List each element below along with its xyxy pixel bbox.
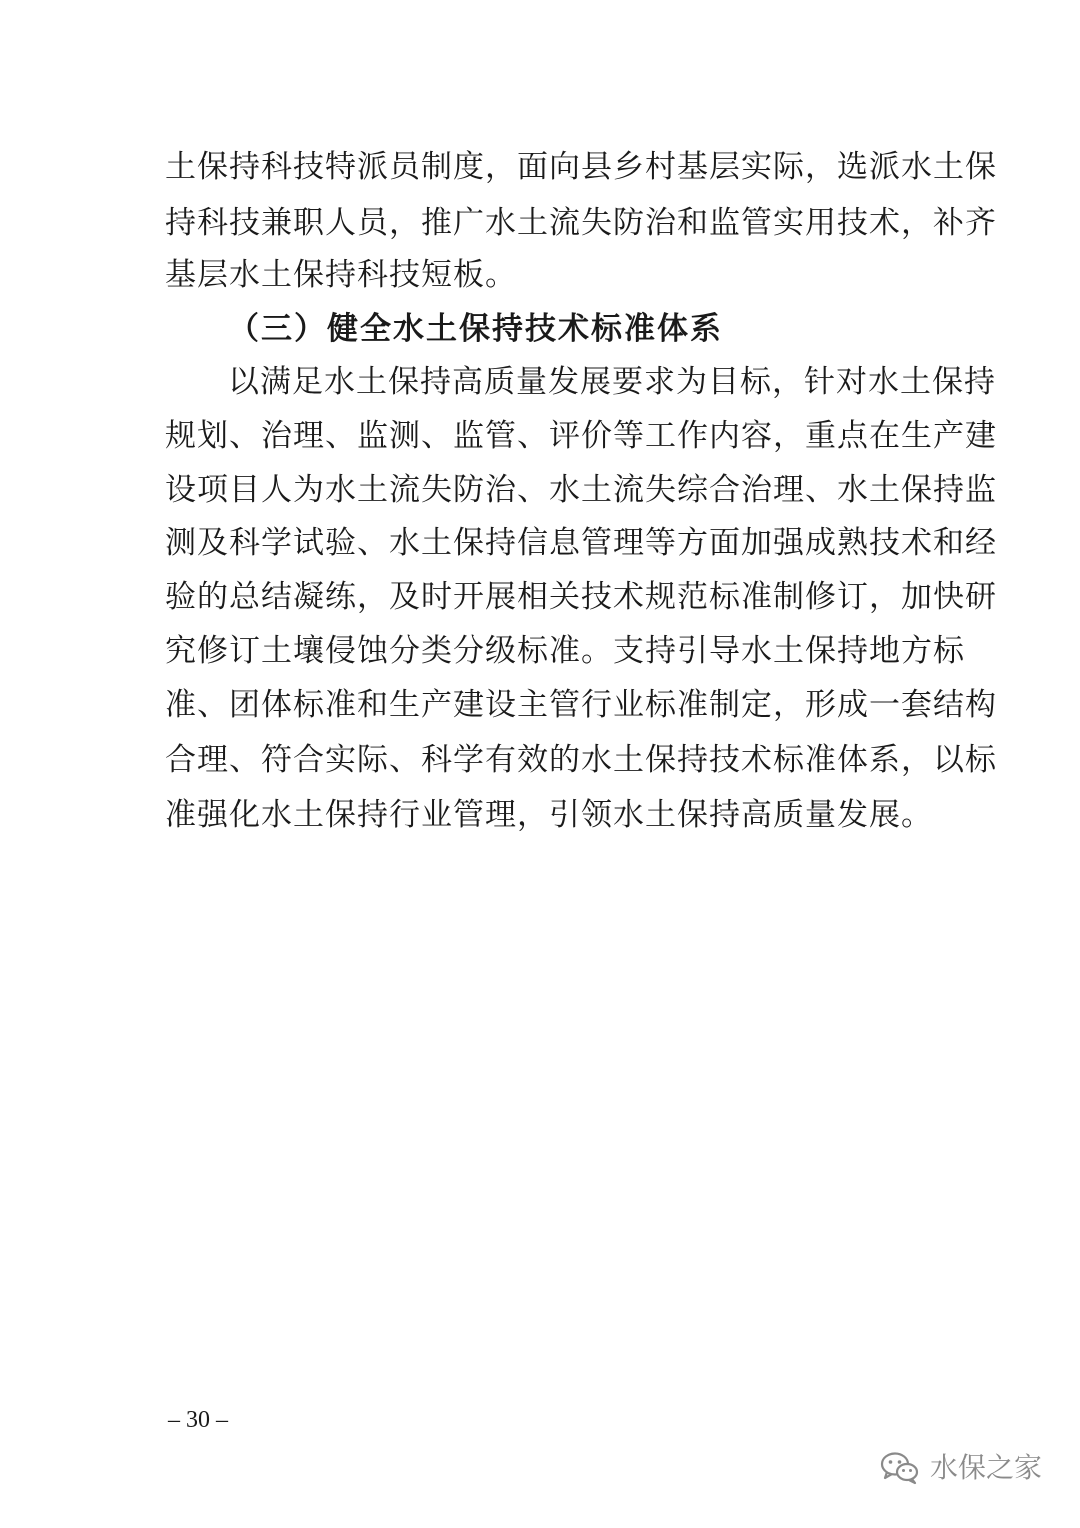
section-heading: （三）健全水土保持技术标准体系 bbox=[228, 311, 723, 347]
text-line: 验的总结凝练，及时开展相关技术规范标准制修订，加快研 bbox=[165, 579, 997, 615]
text-line: 基层水土保持科技短板。 bbox=[165, 257, 517, 293]
text-line: 设项目人为水土流失防治、水土流失综合治理、水土保持监 bbox=[165, 472, 997, 508]
page-number: – 30 – bbox=[168, 1407, 228, 1433]
text-line: 究修订土壤侵蚀分类分级标准。支持引导水土保持地方标 bbox=[165, 633, 965, 669]
text-line: 测及科学试验、水土保持信息管理等方面加强成熟技术和经 bbox=[165, 525, 997, 561]
text-line: 合理、符合实际、科学有效的水土保持技术标准体系，以标 bbox=[165, 742, 997, 778]
text-line: 以满足水土保持高质量发展要求为目标，针对水土保持 bbox=[228, 364, 996, 400]
wechat-watermark bbox=[880, 1448, 1042, 1488]
text-line: 持科技兼职人员，推广水土流失防治和监管实用技术，补齐 bbox=[165, 205, 997, 241]
text-line: 规划、治理、监测、监管、评价等工作内容，重点在生产建 bbox=[165, 418, 997, 454]
text-line: 准强化水土保持行业管理，引领水土保持高质量发展。 bbox=[165, 797, 933, 833]
watermark-text: 水保之家 bbox=[930, 1451, 1043, 1484]
text-line: 准、团体标准和生产建设主管行业标准制定，形成一套结构 bbox=[165, 687, 997, 723]
wechat-icon bbox=[880, 1451, 920, 1485]
text-line: 土保持科技特派员制度，面向县乡村基层实际，选派水土保 bbox=[165, 149, 997, 185]
